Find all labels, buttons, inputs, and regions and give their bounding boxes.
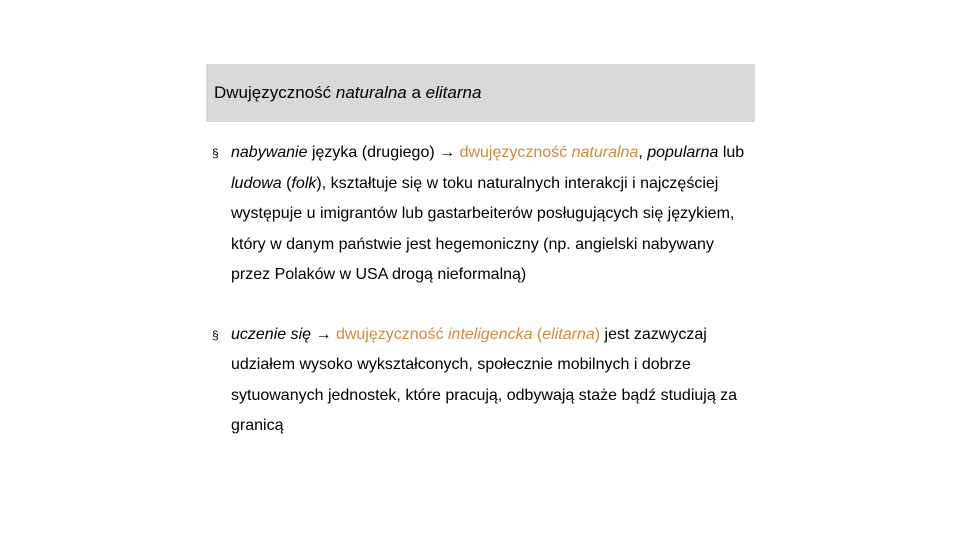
bullet-1-ludowa: ludowa xyxy=(231,174,282,192)
title-part-3: a xyxy=(406,83,426,102)
slide-title xyxy=(214,83,481,103)
bullet-1-rest: ), kształtuje się w toku naturalnych interakcji i najczęściej występuje u imigrantów lub gastarbeiterów posługujących się językiem, który w danym państwie jest hegemoniczny (np. angielski nabywany przez Polaków w USA drogą nieformalną) xyxy=(231,174,735,283)
bullet-1-popularna: popularna xyxy=(647,144,719,161)
bullet-square-icon: § xyxy=(212,327,219,342)
bullet-list xyxy=(212,138,752,442)
bullet-1-mid-1: lub xyxy=(718,144,745,161)
bullet-2-after-term: → xyxy=(311,325,336,343)
bullet-2-accent-paren-close: ) xyxy=(594,325,601,343)
bullet-1-accent-italic: naturalna xyxy=(571,144,639,161)
bullet-2-accent-elitarna: elitarna xyxy=(542,325,595,343)
title-part-4: elitarna xyxy=(425,83,482,102)
bullet-2-accent-paren-open: ( xyxy=(532,325,543,343)
bullet-1-mid-2: ( xyxy=(281,174,292,192)
bullet-item-natural xyxy=(212,138,752,291)
title-part-1: Dwujęzyczność xyxy=(214,83,336,102)
bullet-square-icon: § xyxy=(212,146,219,160)
bullet-2-accent: dwujęzyczność xyxy=(335,325,448,343)
bullet-2-term: uczenie się xyxy=(231,325,312,343)
bullet-1-term: nabywanie xyxy=(231,144,308,161)
bullet-item-elite xyxy=(212,320,752,442)
bullet-1-after-accent: , xyxy=(638,144,648,161)
title-part-2: naturalna xyxy=(335,83,407,102)
bullet-2-rest: jest zazwyczaj udziałem wysoko wykształconych, społecznie mobilnych i dobrze sytuowanych jednostek, które pracują, odbywają staże bądź studiują za granicą xyxy=(231,325,738,434)
title-bar xyxy=(206,64,755,122)
bullet-1-accent: dwujęzyczność xyxy=(459,144,572,161)
bullet-1-after-term: języka (drugiego) → xyxy=(307,144,460,161)
bullet-2-accent-italic: inteligencka xyxy=(447,325,533,343)
bullet-1-folk: folk xyxy=(291,174,317,192)
